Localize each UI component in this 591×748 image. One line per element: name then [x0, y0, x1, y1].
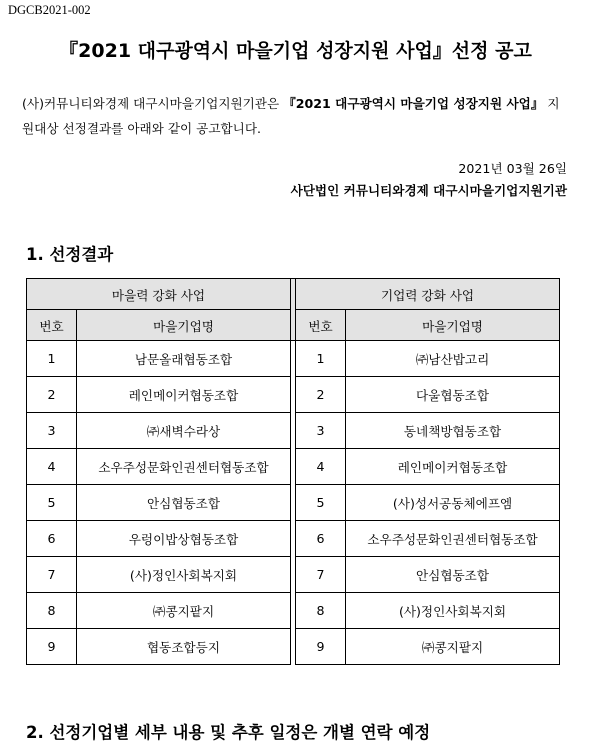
left-number-cell: 8: [27, 593, 77, 629]
table-row: [27, 485, 560, 521]
column-header-name: 마을기업명: [346, 310, 560, 341]
section-heading-results: 1. 선정결과: [26, 245, 114, 264]
table-row: [27, 521, 560, 557]
table-row: [27, 377, 560, 413]
column-header-name: 마을기업명: [77, 310, 291, 341]
right-number-cell: 2: [296, 377, 346, 413]
right-enterprise-name-cell: 다울협동조합: [346, 377, 560, 413]
right-number-cell: 5: [296, 485, 346, 521]
intro-suffix: 지원대상 선정결과를 아래와 같이 공고합니다.: [22, 96, 560, 136]
left-enterprise-name-cell: 협동조합등지: [77, 629, 291, 665]
left-enterprise-name-cell: 레인메이커협동조합: [77, 377, 291, 413]
left-number-cell: 1: [27, 341, 77, 377]
column-header-number: 번호: [27, 310, 77, 341]
left-enterprise-name-cell: ㈜새벽수라상: [77, 413, 291, 449]
table-row: [27, 449, 560, 485]
right-number-cell: 4: [296, 449, 346, 485]
right-number-cell: 3: [296, 413, 346, 449]
right-enterprise-name-cell: 안심협동조합: [346, 557, 560, 593]
right-enterprise-name-cell: ㈜남산밥고리: [346, 341, 560, 377]
left-number-cell: 2: [27, 377, 77, 413]
right-enterprise-name-cell: 동네책방협동조합: [346, 413, 560, 449]
right-enterprise-name-cell: (사)성서공동체에프엠: [346, 485, 560, 521]
left-enterprise-name-cell: 남문올래협동조합: [77, 341, 291, 377]
section-heading-followup: 2. 선정기업별 세부 내용 및 추후 일정은 개별 연락 예정: [26, 723, 431, 742]
right-enterprise-name-cell: ㈜콩지팥지: [346, 629, 560, 665]
table-row: [27, 629, 560, 665]
group-header-enterprise: 기업력 강화 사업: [296, 279, 560, 310]
table-row: [27, 413, 560, 449]
table-row: [27, 557, 560, 593]
left-number-cell: 7: [27, 557, 77, 593]
right-enterprise-name-cell: 레인메이커협동조합: [346, 449, 560, 485]
right-number-cell: 7: [296, 557, 346, 593]
left-enterprise-name-cell: 소우주성문화인권센터협동조합: [77, 449, 291, 485]
table-row: [27, 341, 560, 377]
right-enterprise-name-cell: (사)정인사회복지회: [346, 593, 560, 629]
left-number-cell: 4: [27, 449, 77, 485]
right-enterprise-name-cell: 소우주성문화인권센터협동조합: [346, 521, 560, 557]
right-number-cell: 9: [296, 629, 346, 665]
column-header-number: 번호: [296, 310, 346, 341]
group-header-community: 마을력 강화 사업: [27, 279, 291, 310]
intro-prefix: (사)커뮤니티와경제 대구시마을기업지원기관은: [22, 96, 284, 111]
left-enterprise-name-cell: 우렁이밥상협동조합: [77, 521, 291, 557]
left-enterprise-name-cell: (사)정인사회복지회: [77, 557, 291, 593]
intro-paragraph: [22, 91, 570, 141]
announcement-date: 2021년 03월 26일: [458, 161, 567, 176]
left-number-cell: 9: [27, 629, 77, 665]
left-number-cell: 3: [27, 413, 77, 449]
right-number-cell: 6: [296, 521, 346, 557]
document-number: DGCB2021-002: [8, 3, 91, 17]
right-number-cell: 8: [296, 593, 346, 629]
left-number-cell: 6: [27, 521, 77, 557]
page-title: 『2021 대구광역시 마을기업 성장지원 사업』선정 공고: [59, 40, 532, 62]
selection-results-table: [26, 278, 560, 665]
right-number-cell: 1: [296, 341, 346, 377]
left-enterprise-name-cell: 안심협동조합: [77, 485, 291, 521]
table-row: [27, 593, 560, 629]
organization-name: 사단법인 커뮤니티와경제 대구시마을기업지원기관: [290, 183, 567, 198]
left-number-cell: 5: [27, 485, 77, 521]
intro-project-name: 『2021 대구광역시 마을기업 성장지원 사업』: [283, 96, 544, 111]
left-enterprise-name-cell: ㈜콩지팥지: [77, 593, 291, 629]
